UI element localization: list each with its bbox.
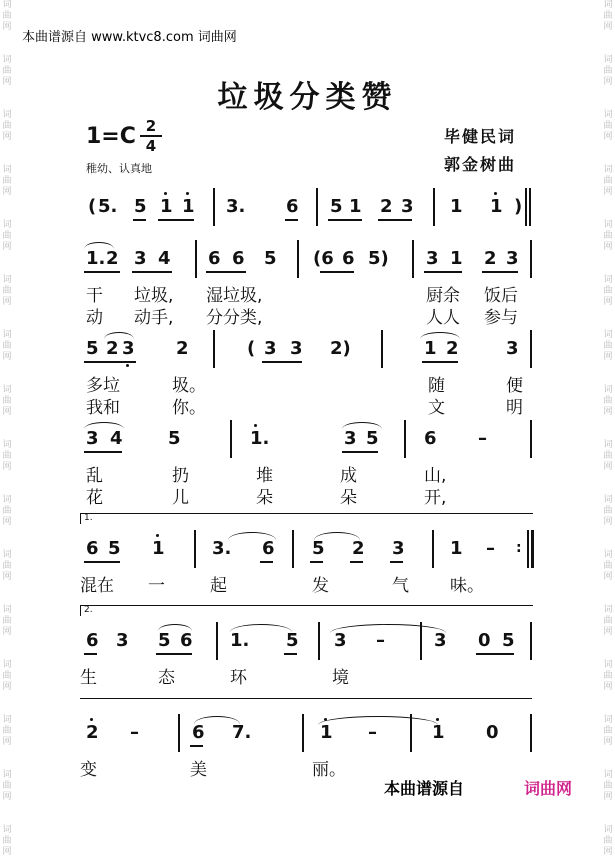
underline [350, 561, 363, 563]
barline [297, 240, 299, 278]
note: 6 [192, 722, 205, 743]
lyric: 乱 [86, 466, 103, 486]
note: (6 [313, 248, 334, 269]
note: 0 [486, 722, 499, 743]
underline [190, 745, 203, 747]
note: 1 [432, 722, 445, 743]
score-row-3 [0, 330, 615, 368]
lyric: 美 [190, 760, 207, 780]
note: 5 [86, 338, 99, 359]
barline [216, 622, 218, 660]
lyric: 你。 [172, 398, 206, 418]
lyric: 随 [428, 376, 445, 396]
barline [525, 188, 527, 226]
lyric: 人人 [426, 308, 460, 328]
note: 3 [506, 248, 519, 269]
note: 6 [424, 428, 437, 449]
time-top: 2 [145, 117, 157, 135]
note: 3 [434, 630, 447, 651]
barline [318, 622, 320, 660]
note: 1 [490, 196, 503, 217]
barline [530, 330, 532, 368]
octave-dot [254, 424, 257, 427]
note: 7. [232, 722, 252, 743]
note: ( [88, 196, 97, 217]
underline [422, 361, 458, 363]
lyric: 儿 [172, 488, 189, 508]
note: 3 [116, 630, 129, 651]
note: 5. [98, 196, 118, 217]
note: 3 [264, 338, 277, 359]
note: 1 [320, 722, 333, 743]
lyric: 动 [86, 308, 103, 328]
octave-dot [436, 718, 439, 721]
first-ending-bracket [80, 513, 533, 524]
note: – [368, 722, 377, 743]
note: 3 [392, 538, 405, 559]
note: 3 [86, 428, 99, 449]
barline [213, 330, 215, 368]
lyricist: 毕健民词 [444, 127, 517, 146]
first-ending-label: 1. [84, 513, 93, 523]
octave-dot [324, 718, 327, 721]
lyric: 生 [80, 668, 97, 688]
note: 2 [446, 338, 459, 359]
score-row-6 [0, 622, 615, 660]
note: 5 [158, 630, 171, 651]
side-watermark-right: 词 曲 网 词 曲 网 词 曲 网 词 曲 网 词 曲 网 词 曲 网 词 曲 网 词 曲 网 词 曲 网 词 曲 网 词 曲 网 词 曲 网 词 曲 网 词 曲 网 词 曲 网 词 曲 网 [603, 0, 613, 857]
barline [230, 420, 232, 458]
lyric: 环 [230, 668, 247, 688]
divider [80, 698, 532, 699]
underline [320, 271, 354, 273]
footer-source: 本曲谱源自 [384, 779, 465, 798]
lyric: 湿垃圾, [206, 286, 263, 306]
underline [84, 561, 120, 563]
note: 1 [160, 196, 173, 217]
note: 3 [334, 630, 347, 651]
underline [132, 271, 172, 273]
note: 1. [86, 248, 106, 269]
barline [178, 714, 180, 752]
note: 2 [352, 538, 365, 559]
barline [213, 188, 215, 226]
note: 5 [312, 538, 325, 559]
lyric: 开, [424, 488, 447, 508]
note: 1. [250, 428, 270, 449]
song-title: 垃圾分类赞 [217, 80, 398, 115]
note: 5 [330, 196, 343, 217]
note: 6 [208, 248, 221, 269]
note: 3 [506, 338, 519, 359]
lyric: 朵 [256, 488, 273, 508]
note: 1 [450, 538, 463, 559]
underline [156, 653, 192, 655]
note: 3 [426, 248, 439, 269]
lyric: 气 [392, 576, 409, 596]
note: 5 [108, 538, 121, 559]
key-signature: 1=C [86, 124, 136, 149]
barline [194, 530, 196, 568]
score-row-2 [0, 240, 615, 278]
side-watermark-left: 词 曲 网 词 曲 网 词 曲 网 词 曲 网 词 曲 网 词 曲 网 词 曲 网 词 曲 网 词 曲 网 词 曲 网 词 曲 网 词 曲 网 词 曲 网 词 曲 网 词 曲 网 词 曲 网 [2, 0, 12, 857]
note: 2 [106, 248, 119, 269]
octave-dot [90, 718, 93, 721]
lyric: 堆 [256, 466, 273, 486]
note: – [376, 630, 385, 651]
octave-dot [164, 192, 167, 195]
slur [318, 716, 438, 725]
second-ending-label: 2. [84, 605, 93, 615]
underline [390, 561, 403, 563]
note: 3 [401, 196, 414, 217]
underline [84, 271, 120, 273]
note: 1 [182, 196, 195, 217]
note: – [130, 722, 139, 743]
underline [262, 361, 302, 363]
octave-dot [186, 192, 189, 195]
time-signature [140, 118, 162, 154]
note: 3. [226, 196, 246, 217]
barline [530, 240, 532, 278]
source-line: 本曲谱源自 www.ktvc8.com 词曲网 [22, 30, 237, 45]
lyric: 朵 [340, 488, 357, 508]
note: 1 [349, 196, 362, 217]
lyric: 文 [428, 398, 445, 418]
slur [158, 624, 192, 631]
note: 3. [212, 538, 232, 559]
lyric: 混在 [80, 576, 114, 596]
time-bottom: 4 [145, 137, 157, 155]
note: 0 [478, 630, 491, 651]
barline [531, 530, 534, 568]
note: 1 [450, 248, 463, 269]
underline [424, 271, 462, 273]
note: 2 [176, 338, 189, 359]
lyric: 参与 [484, 308, 518, 328]
barline [412, 240, 414, 278]
lyric: 分分类, [206, 308, 263, 328]
underline [476, 653, 514, 655]
note: 3 [122, 338, 135, 359]
underline [206, 271, 246, 273]
barline [316, 188, 318, 226]
underline [133, 219, 146, 221]
lyric: 垃圾, [134, 286, 174, 306]
note: 1. [230, 630, 250, 651]
note: 6 [232, 248, 245, 269]
lyric: 饭后 [484, 286, 518, 306]
barline [433, 188, 435, 226]
note: 6 [286, 196, 299, 217]
note: 2 [484, 248, 497, 269]
score-row-4 [0, 420, 615, 458]
note: 5 [366, 428, 379, 449]
lyric: 我和 [86, 398, 120, 418]
barline [530, 714, 532, 752]
lyric: 发 [312, 576, 329, 596]
note: 5 [286, 630, 299, 651]
underline [342, 451, 378, 453]
repeat-dots: : [516, 540, 522, 556]
barline [195, 240, 197, 278]
note: 5 [502, 630, 515, 651]
score-row-1 [0, 188, 615, 226]
note: 3 [344, 428, 357, 449]
note: 6 [180, 630, 193, 651]
note: 6 [86, 630, 99, 651]
underline [84, 653, 97, 655]
lyric: 多垃 [86, 376, 120, 396]
note: 1 [450, 196, 463, 217]
note: 2) [330, 338, 351, 359]
underline [328, 219, 362, 221]
lyric: 变 [80, 760, 97, 780]
barline [292, 530, 294, 568]
note: 2 [380, 196, 393, 217]
note: – [478, 428, 487, 449]
underline [84, 451, 122, 453]
note: 5 [168, 428, 181, 449]
note: 4 [158, 248, 171, 269]
lyric: 厨余 [426, 286, 460, 306]
note: – [486, 538, 495, 559]
barline [404, 420, 406, 458]
score-row-5 [0, 530, 615, 568]
lyric: 一 [148, 576, 165, 596]
note: 5 [134, 196, 147, 217]
underline [310, 561, 323, 563]
underline [158, 219, 194, 221]
note: 5 [264, 248, 277, 269]
note: ( [247, 338, 256, 359]
footer-site-logo[interactable]: 词曲网 [524, 779, 573, 798]
lyric: 丽。 [312, 760, 346, 780]
barline [381, 330, 383, 368]
octave-dot [156, 534, 159, 537]
underline [482, 271, 518, 273]
note: 5) [368, 248, 389, 269]
underline [378, 219, 412, 221]
note: 2 [86, 722, 99, 743]
note: 6 [86, 538, 99, 559]
tempo-marking: 稚幼、认真地 [86, 162, 152, 175]
barline [527, 530, 529, 568]
octave-dot [494, 192, 497, 195]
lyric: 起 [210, 576, 227, 596]
slur [330, 624, 446, 633]
underline [84, 361, 136, 363]
second-ending-bracket [80, 605, 533, 616]
lyric: 山, [424, 466, 447, 486]
barline [529, 188, 531, 226]
barline [530, 622, 532, 660]
lyric: 干 [86, 286, 103, 306]
note: 6 [262, 538, 275, 559]
underline [260, 561, 273, 563]
note: 4 [110, 428, 123, 449]
lyric: 动手, [134, 308, 174, 328]
lyric: 味。 [450, 576, 484, 596]
barline [432, 530, 434, 568]
lyric: 明 [506, 398, 523, 418]
note: 3 [290, 338, 303, 359]
note: 1 [424, 338, 437, 359]
note: 2 [106, 338, 119, 359]
lyric: 态 [158, 668, 175, 688]
note: 6 [342, 248, 355, 269]
note: 1 [152, 538, 165, 559]
underline [285, 219, 298, 221]
lyric: 境 [332, 668, 349, 688]
lyric: 便 [506, 376, 523, 396]
underline [284, 653, 297, 655]
composer: 郭金树曲 [444, 155, 517, 174]
lyric: 花 [86, 488, 103, 508]
barline [302, 714, 304, 752]
lyric: 圾。 [172, 376, 206, 396]
note: ) [514, 196, 523, 217]
score-row-7 [0, 714, 615, 752]
note: 3 [134, 248, 147, 269]
lyric: 成 [340, 466, 357, 486]
octave-dot [126, 364, 129, 367]
barline [530, 420, 532, 458]
lyric: 扔 [172, 466, 189, 486]
